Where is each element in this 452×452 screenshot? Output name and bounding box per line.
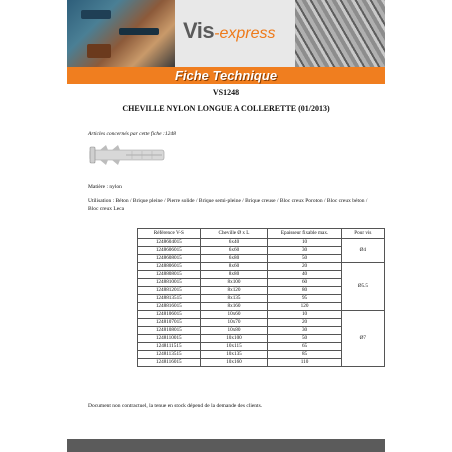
screws-photo xyxy=(295,0,385,67)
cell-cheville: 10x70 xyxy=(200,319,268,327)
header-banner xyxy=(67,0,385,67)
table-header-row xyxy=(138,229,385,239)
cell-epaisseur: 110 xyxy=(268,359,341,367)
cell-reference: 1248113515 xyxy=(138,351,201,359)
cell-cheville: 10x60 xyxy=(200,311,268,319)
cell-reference: 1248107015 xyxy=(138,319,201,327)
cell-cheville: 6x60 xyxy=(200,247,268,255)
cell-epaisseur: 20 xyxy=(268,319,341,327)
cell-reference: 1248106015 xyxy=(138,311,201,319)
cell-epaisseur: 30 xyxy=(268,247,341,255)
cell-cheville: 8x135 xyxy=(200,295,268,303)
document-title: CHEVILLE NYLON LONGUE A COLLERETTE (01/2013) xyxy=(122,104,330,113)
cell-cheville: 8x100 xyxy=(200,279,268,287)
disclaimer-note: Document non contractuel, la tenue en stock dépend de la demande des clients. xyxy=(88,403,263,409)
cell-epaisseur: 60 xyxy=(268,279,341,287)
cell-reference: 1248812015 xyxy=(138,287,201,295)
cell-reference: 1248110015 xyxy=(138,335,201,343)
cell-reference: 1248810015 xyxy=(138,279,201,287)
usage-line: Utilisation : Béton / Brique pleine / Pierre solide / Brique semi-pleine / Brique creuse / Bloc creux Poroton / Bloc creux béton / Bloc creux Leca xyxy=(88,198,368,212)
cell-cheville: 8x80 xyxy=(200,271,268,279)
cell-epaisseur: 30 xyxy=(268,327,341,335)
cell-epaisseur: 10 xyxy=(268,311,341,319)
cell-cheville: 10x135 xyxy=(200,351,268,359)
table-row xyxy=(138,311,385,319)
cell-epaisseur: 50 xyxy=(268,255,341,263)
cell-cheville: 10x160 xyxy=(200,359,268,367)
cell-epaisseur: 20 xyxy=(268,263,341,271)
cell-cheville: 10x100 xyxy=(200,335,268,343)
footer-bar xyxy=(67,439,385,452)
cell-epaisseur: 95 xyxy=(268,295,341,303)
header-cheville: Cheville Ø x L xyxy=(200,229,268,239)
cell-cheville: 10x115 xyxy=(200,343,268,351)
cell-epaisseur: 80 xyxy=(268,287,341,295)
cell-epaisseur: 50 xyxy=(268,335,341,343)
cell-cheville: 10x80 xyxy=(200,327,268,335)
cell-cheville: 6x40 xyxy=(200,239,268,247)
brand-main: Vis xyxy=(183,18,215,43)
cell-reference: 1248806015 xyxy=(138,263,201,271)
cell-reference: 1248813515 xyxy=(138,295,201,303)
cell-cheville: 8x160 xyxy=(200,303,268,311)
cell-reference: 1248111515 xyxy=(138,343,201,351)
cell-reference: 1248606015 xyxy=(138,247,201,255)
cell-cheville: 6x80 xyxy=(200,255,268,263)
cell-cheville: 8x60 xyxy=(200,263,268,271)
cell-vis: Ø5.5 xyxy=(341,263,384,311)
cell-epaisseur: 40 xyxy=(268,271,341,279)
cell-reference: 1248604015 xyxy=(138,239,201,247)
brand-logo xyxy=(183,18,275,44)
cell-vis: Ø7 xyxy=(341,311,384,367)
cell-epaisseur: 85 xyxy=(268,351,341,359)
table-row xyxy=(138,263,385,271)
specs-table xyxy=(137,228,385,367)
brand-suffix: -express xyxy=(214,25,276,42)
header-reference: Référence V-S xyxy=(138,229,201,239)
cell-reference: 1248608015 xyxy=(138,255,201,263)
cell-reference: 1248108015 xyxy=(138,327,201,335)
header-vis: Pour vis xyxy=(341,229,384,239)
cell-vis: Ø4 xyxy=(341,239,384,263)
technical-sheet xyxy=(67,0,385,452)
table-row xyxy=(138,239,385,247)
cell-cheville: 8x120 xyxy=(200,287,268,295)
cell-reference: 1248816015 xyxy=(138,303,201,311)
banner-title: Fiche Technique xyxy=(174,68,278,83)
wall-plug-image xyxy=(88,144,168,166)
header-epaisseur: Epaisseur fixable max. xyxy=(268,229,341,239)
cell-epaisseur: 120 xyxy=(268,303,341,311)
cell-reference: 1248808015 xyxy=(138,271,201,279)
cell-epaisseur: 10 xyxy=(268,239,341,247)
product-code: VS1248 xyxy=(212,88,240,97)
tools-photo xyxy=(67,0,175,67)
material-line: Matière : nylon xyxy=(88,184,122,190)
articles-note: Articles concernés par cette fiche :1248 xyxy=(88,131,176,137)
cell-reference: 1248116015 xyxy=(138,359,201,367)
cell-epaisseur: 65 xyxy=(268,343,341,351)
